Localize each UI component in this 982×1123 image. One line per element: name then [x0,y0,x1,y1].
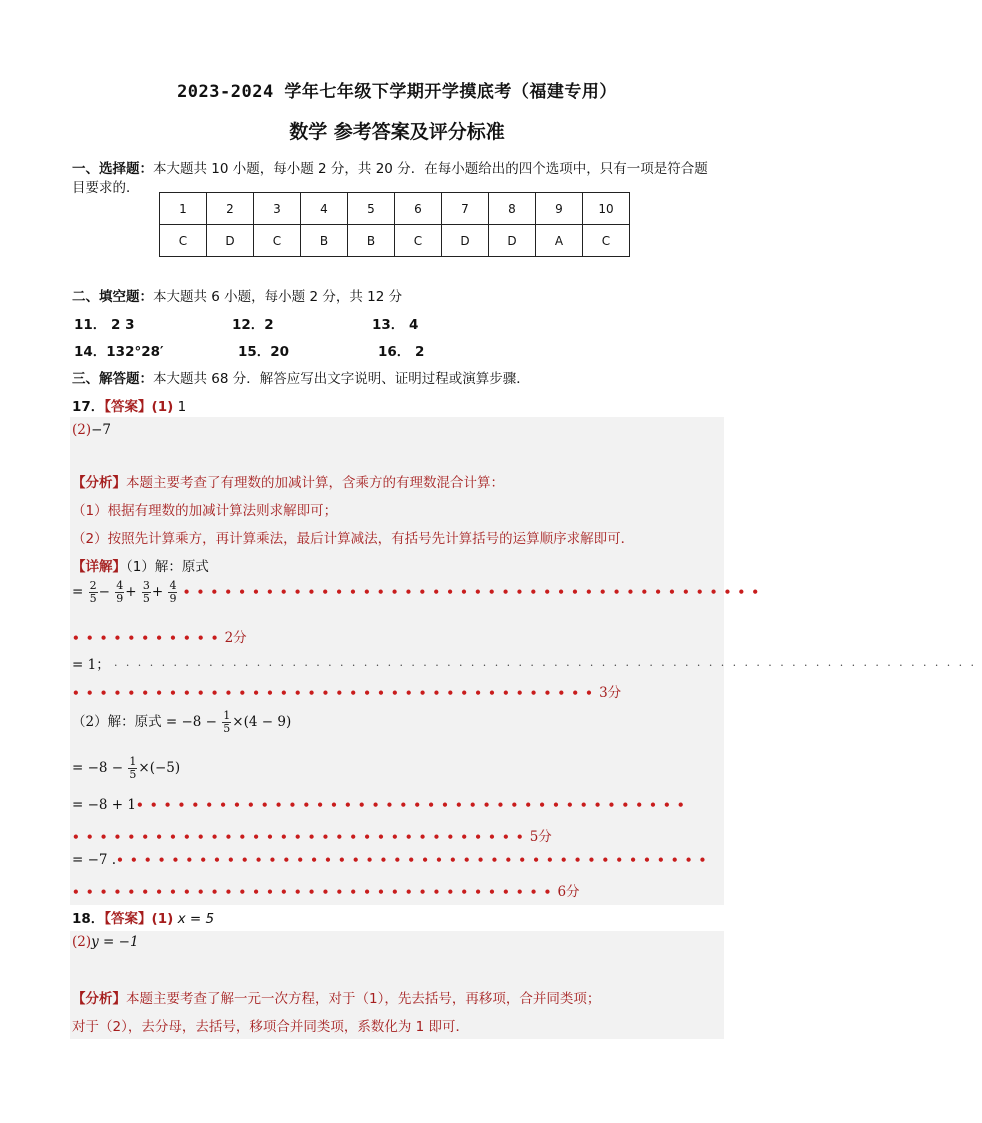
fill-answer-11: 11． 2 3 [74,317,135,333]
q17-step-2-score: ••••••••••••••••••••••••••••••••••••••3分 [72,685,622,701]
answer-table-number-cell: 8 [489,193,536,225]
q17-part2-step-2-score: •••••••••••••••••••••••••••••••••5分 [72,829,552,845]
q17-detail: 【详解】（1）解：原式 [72,559,209,575]
q17-step-1-score: •••••••••••2分 [72,630,247,646]
q17-number: 17． [72,399,105,415]
q17-analysis-1: （1）根据有理数的加减计算法则求解即可； [72,503,338,519]
answer-table-numbers-row [160,193,630,225]
answer-table-answer-cell: D [489,225,536,257]
q17-part2-step-2: = −8 + 1•••••••••••••••••••••••••••••••••••••••• [72,797,691,813]
q17-part2: （2）解：原式 = −8 − $\frac{1}{5}$ ×(4 − 9) [72,709,292,735]
section2-text: 本大题共 6 小题，每小题 2 分，共 12 分 [153,289,403,305]
q18-number: 18． [72,911,105,927]
section1-text: 本大题共 10 小题，每小题 2 分，共 20 分．在每小题给出的四个选项中，只有一项是符合题 [153,161,708,177]
answer-table-answer-cell: C [160,225,207,257]
section3-text: 本大题共 68 分．解答应写出文字说明、证明过程或演算步骤． [153,371,530,387]
q17-part2-step-3-score: •••••••••••••••••••••••••••••••••••6分 [72,884,580,900]
q18-analysis-tag: 【分析】 [72,991,126,1007]
answer-table-answer-cell: C [395,225,442,257]
answer-table-number-cell: 7 [442,193,489,225]
section3-intro [72,367,530,387]
section1-intro [72,157,708,177]
answer-table-number-cell: 3 [254,193,301,225]
section2-label: 二、填空题： [72,289,153,305]
q17-answer-1: 1 [177,399,187,415]
section3-label: 三、解答题： [72,371,153,387]
section2-intro [72,285,402,305]
q18-answer-2: (2)y = −1 [72,934,139,950]
fill-answer-15: 15．20 [238,344,290,360]
section1-intro-line2: 目要求的． [72,180,140,196]
fill-answer-13: 13． 4 [372,317,419,333]
q18-analysis-2: 对于（2），去分母，去括号，移项合并同类项，系数化为 1 即可． [72,1019,470,1035]
q17-step-2: = 1； ········································································· [72,657,982,673]
fill-answer-16: 16． 2 [378,344,425,360]
document-subtitle: 数学 参考答案及评分标准 [289,121,505,143]
answer-table [159,192,630,257]
q17-answer-line: 17．【答案】(1) 1 [72,399,187,415]
q18-answer-1: x = 5 [177,911,215,927]
answer-table-number-cell: 10 [583,193,630,225]
answer-table-number-cell: 9 [536,193,583,225]
answer-table-answer-cell: D [207,225,254,257]
answer-table-number-cell: 4 [301,193,348,225]
answer-table-answer-cell: B [348,225,395,257]
q17-part2-step-3: = −7 .••••••••••••••••••••••••••••••••••••••••••• [72,852,713,868]
q17-answer-tag: 【答案】 [104,399,152,415]
answer-table-answer-cell: C [254,225,301,257]
answer-table-answer-cell: A [536,225,583,257]
q17-step-1: = $\frac{2}{5}$ − $\frac{4}{9}$ + $\frac{3}{5}$ + $\frac{4}{9}$ •••••••••••••••••••••••••••••••••••••••••• [72,579,766,605]
answer-table-answer-cell: C [583,225,630,257]
answer-table-answer-cell: D [442,225,489,257]
q18-answer-tag: 【答案】 [104,911,152,927]
answer-table-number-cell: 2 [207,193,254,225]
fill-answer-12: 12．2 [232,317,274,333]
q18-analysis: 【分析】本题主要考查了解一元一次方程，对于（1），先去括号，再移项，合并同类项； [72,991,601,1007]
answer-table-answer-cell: B [301,225,348,257]
q17-analysis-2: （2）按照先计算乘方，再计算乘法，最后计算减法，有括号先计算括号的运算顺序求解即可． [72,531,635,547]
section1-label: 一、选择题： [72,161,153,177]
document-title: 2023-2024 学年七年级下学期开学摸底考（福建专用） [177,82,617,102]
answer-table-answers-row [160,225,630,257]
answer-table-number-cell: 6 [395,193,442,225]
answer-table-number-cell: 5 [348,193,395,225]
q17-part2-step-1: = −8 − $\frac{1}{5}$ ×(−5) [72,755,181,781]
answer-table-number-cell: 1 [160,193,207,225]
q17-analysis-tag: 【分析】 [72,475,126,491]
q17-answer-2: (2)−7 [72,422,112,438]
fill-answer-14: 14．132°28′ [74,344,164,360]
q18-answer-line: 18．【答案】(1) x = 5 [72,911,215,927]
q17-detail-tag: 【详解】 [72,559,126,575]
q17-analysis: 【分析】本题主要考查了有理数的加减计算，含乘方的有理数混合计算： [72,475,504,491]
